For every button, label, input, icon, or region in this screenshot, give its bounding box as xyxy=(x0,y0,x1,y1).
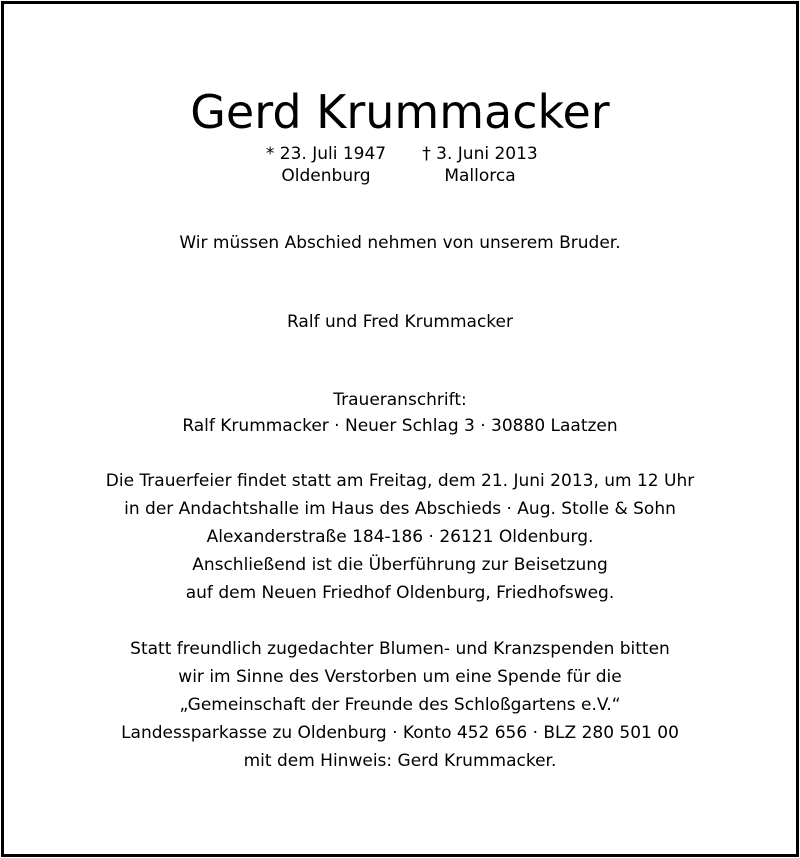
deceased-name: Gerd Krummacker xyxy=(190,85,610,139)
donation-line: wir im Sinne des Verstorben um eine Spende für die xyxy=(178,667,622,687)
ceremony-line: in der Andachtshalle im Haus des Abschieds · Aug. Stolle & Sohn xyxy=(124,499,676,519)
birth-info xyxy=(256,143,396,187)
ceremony-line: auf dem Neuen Friedhof Oldenburg, Friedhofsweg. xyxy=(185,583,615,603)
signers-text: Ralf und Fred Krummacker xyxy=(286,312,513,332)
ceremony-line: Anschließend ist die Überführung zur Beisetzung xyxy=(192,555,608,575)
ceremony-line: Die Trauerfeier findet statt am Freitag, dem 21. Juni 2013, um 12 Uhr xyxy=(105,471,695,491)
death-date: † 3. Juni 2013 xyxy=(422,144,538,164)
farewell-text: Wir müssen Abschied nehmen von unserem Bruder. xyxy=(179,233,621,253)
death-place: Mallorca xyxy=(444,166,516,186)
birth-date: * 23. Juli 1947 xyxy=(265,144,387,164)
donation-line: Statt freundlich zugedachter Blumen- und Kranzspenden bitten xyxy=(130,639,670,659)
birth-place: Oldenburg xyxy=(281,166,371,186)
donation-line: Landessparkasse zu Oldenburg · Konto 452 656 · BLZ 280 501 00 xyxy=(121,723,679,743)
death-info xyxy=(410,143,550,187)
donation-line: mit dem Hinweis: Gerd Krummacker. xyxy=(243,751,557,771)
ceremony-line: Alexanderstraße 184-186 · 26121 Oldenburg. xyxy=(206,527,594,547)
life-dates xyxy=(0,143,800,187)
donation-line: „Gemeinschaft der Freunde des Schloßgartens e.V.“ xyxy=(179,695,621,715)
address-line: Ralf Krummacker · Neuer Schlag 3 · 30880 Laatzen xyxy=(182,416,618,436)
address-label: Traueranschrift: xyxy=(333,390,467,410)
